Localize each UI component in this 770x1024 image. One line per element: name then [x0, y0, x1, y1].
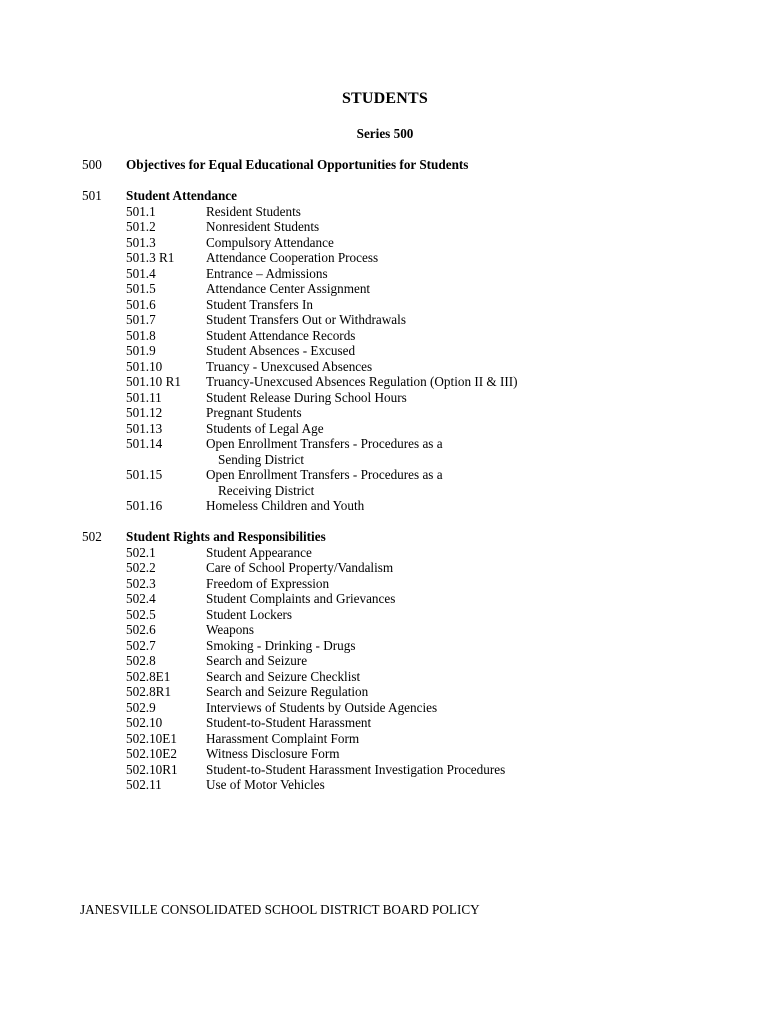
policy-item [126, 343, 722, 359]
policy-title: Care of School Property/Vandalism [206, 560, 394, 575]
section-500 [82, 157, 722, 173]
policy-code: 501.3 [126, 234, 156, 250]
policy-title: Interviews of Students by Outside Agencies [206, 699, 438, 715]
policy-item [126, 297, 722, 313]
policy-title: Search and Seizure Regulation [206, 684, 369, 699]
section-heading [82, 529, 722, 545]
policy-item [126, 560, 722, 576]
policy-item [126, 777, 722, 793]
policy-code: 502.5 [126, 606, 156, 622]
policy-title: Student-to-Student Harassment Investigation Procedures [206, 761, 506, 777]
policy-title: Attendance Center Assignment [206, 281, 371, 296]
policy-item [126, 266, 722, 282]
policy-title: Truancy-Unexcused Absences Regulation (Option II & III) [206, 374, 518, 389]
policy-title: Student Transfers In [206, 296, 313, 312]
policy-item [126, 312, 722, 328]
policy-code: 501.9 [126, 343, 156, 358]
policy-code: 501.10 [126, 358, 163, 374]
policy-title-continuation: Receiving District [218, 482, 315, 498]
policy-title: Truancy - Unexcused Absences [206, 358, 373, 374]
policy-item [126, 374, 722, 390]
policy-item [126, 250, 722, 266]
policy-item [126, 545, 722, 561]
policy-item [126, 281, 722, 297]
policy-code: 502.11 [126, 777, 162, 792]
section-title: Objectives for Equal Educational Opportunities for Students [126, 157, 469, 172]
policy-item [126, 328, 722, 344]
policy-title: Harassment Complaint Form [206, 730, 360, 746]
section-501 [82, 188, 722, 514]
policy-code: 502.3 [126, 575, 156, 591]
policy-list [126, 204, 722, 514]
policy-title-continuation: Sending District [218, 451, 305, 467]
policy-title: Compulsory Attendance [206, 234, 334, 250]
policy-item [126, 405, 722, 421]
policy-item [126, 684, 722, 700]
policy-code: 501.7 [126, 312, 156, 327]
section-heading [82, 188, 722, 204]
policy-title [206, 436, 722, 467]
policy-item [126, 235, 722, 251]
policy-item [126, 204, 722, 220]
policy-code: 501.14 [126, 436, 163, 451]
policy-item [126, 467, 722, 498]
policy-title: Witness Disclosure Form [206, 746, 340, 761]
policy-code: 501.13 [126, 420, 163, 436]
policy-code: 502.10E1 [126, 730, 177, 746]
policy-title: Students of Legal Age [206, 420, 324, 436]
policy-title: Student-to-Student Harassment [206, 715, 372, 730]
policy-item [126, 498, 722, 514]
policy-title: Attendance Cooperation Process [206, 250, 379, 265]
document-footer: JANESVILLE CONSOLIDATED SCHOOL DISTRICT BOARD POLICY [80, 902, 480, 917]
policy-code: 502.9 [126, 699, 156, 715]
policy-title: Entrance – Admissions [206, 265, 328, 281]
policy-code: 502.2 [126, 560, 156, 575]
policy-item [126, 669, 722, 685]
policy-code: 501.10 R1 [126, 374, 181, 389]
policy-title: Use of Motor Vehicles [206, 777, 325, 792]
policy-title: Smoking - Drinking - Drugs [206, 637, 356, 653]
policy-code: 501.1 [126, 203, 156, 219]
policy-title: Student Transfers Out or Withdrawals [206, 312, 406, 327]
policy-item [126, 219, 722, 235]
policy-code: 502.7 [126, 637, 156, 653]
policy-title: Freedom of Expression [206, 575, 330, 591]
policy-item [126, 700, 722, 716]
policy-item [126, 638, 722, 654]
policy-title: Student Attendance Records [206, 327, 356, 343]
section-502 [82, 529, 722, 793]
policy-item [126, 436, 722, 467]
policy-title: Resident Students [206, 203, 301, 219]
policy-title: Search and Seizure Checklist [206, 668, 361, 684]
policy-item [126, 390, 722, 406]
policy-code: 501.5 [126, 281, 156, 296]
policy-code: 502.10 [126, 715, 163, 730]
policy-title: Student Appearance [206, 544, 312, 560]
policy-title: Student Release During School Hours [206, 389, 407, 405]
policy-title: Student Lockers [206, 606, 293, 622]
policy-item [126, 607, 722, 623]
policy-code: 501.4 [126, 265, 156, 281]
policy-code: 502.6 [126, 622, 156, 637]
policy-code: 502.8 [126, 653, 156, 668]
policy-code: 501.6 [126, 296, 156, 312]
policy-item [126, 591, 722, 607]
policy-code: 501.2 [126, 219, 156, 234]
policy-code: 502.1 [126, 544, 156, 560]
policy-title [206, 467, 722, 498]
policy-code: 502.10E2 [126, 746, 177, 761]
policy-title: Student Complaints and Grievances [206, 591, 396, 606]
policy-title-line: Open Enrollment Transfers - Procedures as a [206, 436, 443, 451]
policy-code: 501.3 R1 [126, 250, 175, 265]
policy-code: 501.16 [126, 498, 163, 513]
section-number: 500 [82, 157, 102, 172]
policy-list [126, 545, 722, 793]
section-number: 501 [82, 188, 102, 203]
section-title: Student Rights and Responsibilities [126, 529, 326, 544]
policy-code: 501.12 [126, 405, 163, 420]
policy-code: 501.15 [126, 467, 163, 482]
policy-code: 501.11 [126, 389, 162, 405]
policy-item [126, 421, 722, 437]
policy-item [126, 653, 722, 669]
policy-title-line: Open Enrollment Transfers - Procedures as a [206, 467, 443, 482]
policy-item [126, 622, 722, 638]
policy-item [126, 731, 722, 747]
section-heading [82, 157, 722, 173]
series-subtitle: Series 500 [356, 126, 414, 141]
policy-code: 502.8R1 [126, 684, 172, 699]
policy-title: Pregnant Students [206, 405, 302, 420]
policy-item [126, 762, 722, 778]
section-number: 502 [82, 529, 102, 544]
policy-item [126, 359, 722, 375]
page-title: STUDENTS [341, 90, 429, 107]
policy-title: Homeless Children and Youth [206, 498, 365, 513]
policy-title: Weapons [206, 622, 255, 637]
section-title: Student Attendance [126, 188, 238, 203]
policy-code: 502.4 [126, 591, 156, 606]
policy-code: 502.8E1 [126, 668, 171, 684]
policy-title: Nonresident Students [206, 219, 320, 234]
policy-code: 502.10R1 [126, 761, 178, 777]
policy-item [126, 576, 722, 592]
policy-item [126, 715, 722, 731]
policy-title: Search and Seizure [206, 653, 308, 668]
policy-item [126, 746, 722, 762]
policy-code: 501.8 [126, 327, 156, 343]
policy-title: Student Absences - Excused [206, 343, 356, 358]
